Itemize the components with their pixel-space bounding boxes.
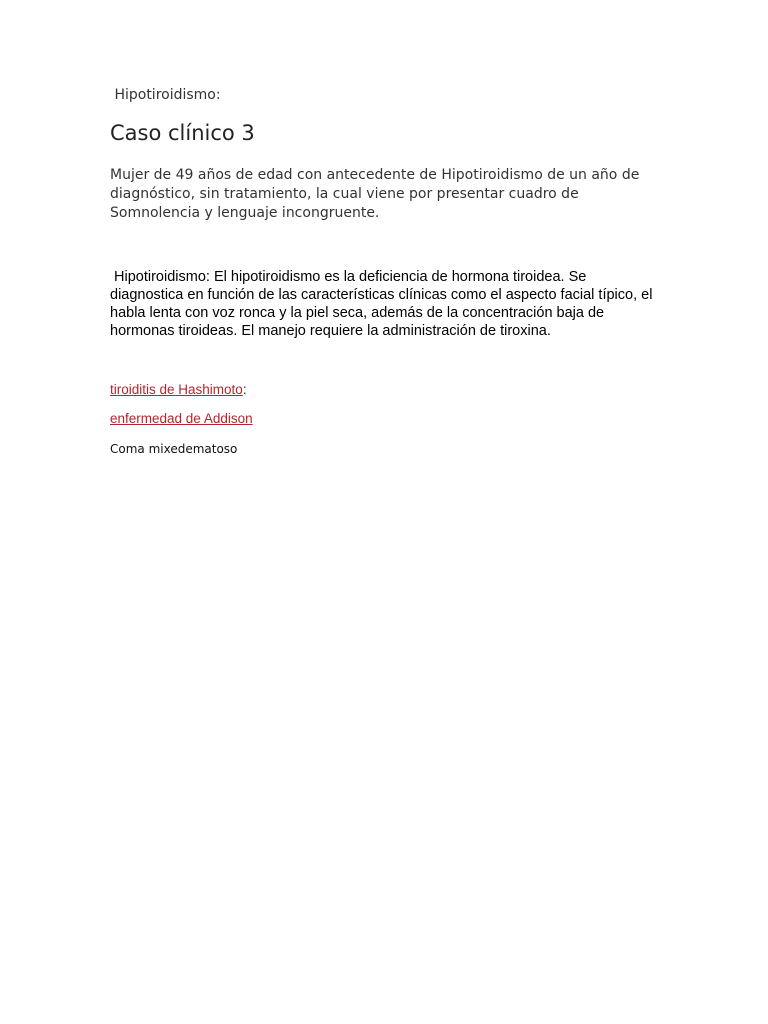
addison-link[interactable]: enfermedad de Addison: [110, 411, 253, 426]
section-label: Hipotiroidismo:: [110, 87, 221, 103]
hashimoto-link-suffix: :: [242, 382, 247, 397]
link-line-hashimoto: [110, 382, 247, 397]
hashimoto-link[interactable]: tiroiditis de Hashimoto: [110, 382, 243, 397]
case-description: Mujer de 49 años de edad con antecedente de Hipotiroidismo de un año de diagnóstico, sin tratamiento, la cual viene por presentar cuadro de Somnolencia y lenguaje incongruente.: [110, 167, 640, 221]
link-line-addison: [110, 411, 253, 426]
definition-paragraph: Hipotiroidismo: El hipotiroidismo es la deficiencia de hormona tiroidea. Se diagnostica en función de las características clínicas como el aspecto facial típico, el habla lenta con voz ronca y la piel seca, además de la concentración baja de hormonas tiroideas. El manejo requiere la administración de tiroxina.: [110, 269, 657, 339]
page-title: Caso clínico 3: [110, 121, 255, 145]
plain-term: Coma mixedematoso: [110, 442, 238, 456]
